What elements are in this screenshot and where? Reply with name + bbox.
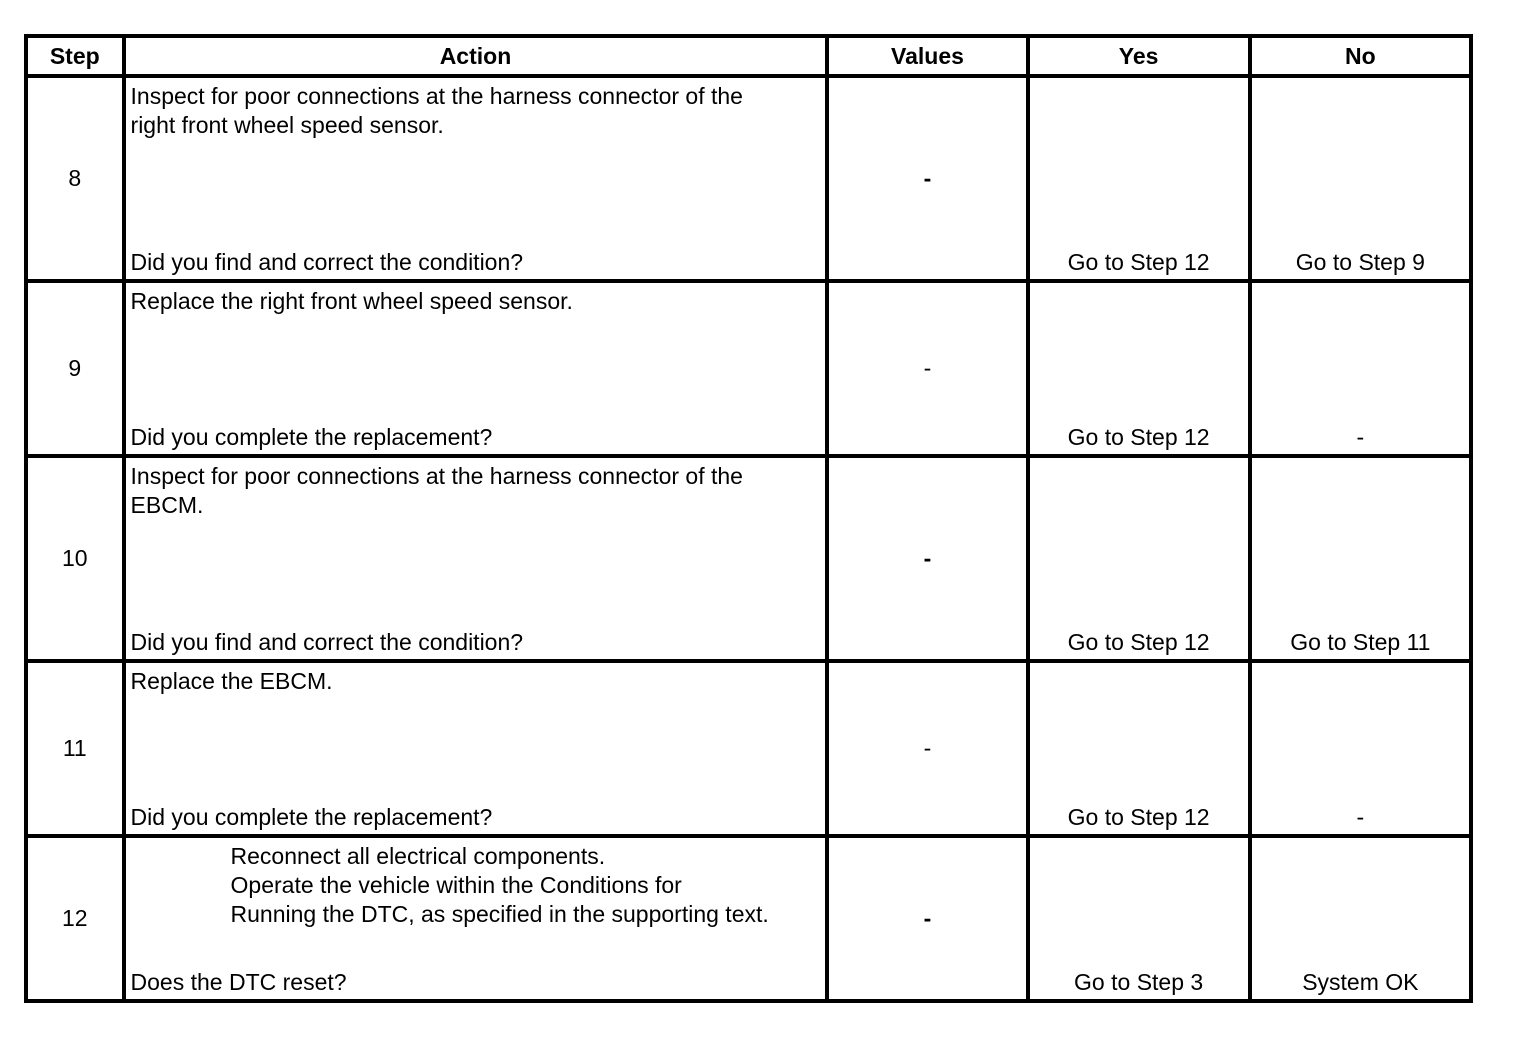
action-cell <box>124 281 828 456</box>
action-question: Did you complete the replacement? <box>130 804 493 830</box>
action-line: right front wheel speed sensor. <box>130 112 444 138</box>
step-number: 9 <box>26 281 124 456</box>
action-cell <box>124 76 828 281</box>
no-cell <box>1250 661 1471 836</box>
no-link: Go to Step 9 <box>1295 249 1425 275</box>
no-link: - <box>1356 804 1365 830</box>
action-line: Running the DTC, as specified in the supporting text. <box>230 901 769 927</box>
diagnostic-table <box>24 34 1473 1003</box>
action-instructions <box>231 842 820 929</box>
table-row-step-12 <box>26 836 1471 1001</box>
table-row-step-8 <box>26 76 1471 281</box>
action-instructions <box>131 82 820 140</box>
no-cell <box>1250 456 1471 661</box>
action-question: Did you find and correct the condition? <box>130 629 524 655</box>
yes-cell <box>1028 281 1250 456</box>
no-link: Go to Step 11 <box>1290 629 1431 655</box>
yes-link: Go to Step 12 <box>1067 629 1210 655</box>
values-cell: - <box>827 456 1027 661</box>
step-number: 12 <box>26 836 124 1001</box>
action-instructions <box>131 667 820 696</box>
yes-cell <box>1028 76 1250 281</box>
action-line: Reconnect all electrical components. <box>230 843 606 869</box>
yes-link: Go to Step 12 <box>1067 249 1210 275</box>
action-line: Replace the right front wheel speed sensor. <box>130 288 573 314</box>
action-cell <box>124 836 828 1001</box>
header-step: Step <box>26 36 124 76</box>
action-cell <box>124 661 828 836</box>
action-question: Did you complete the replacement? <box>130 424 493 450</box>
header-row <box>26 36 1471 76</box>
action-question: Did you find and correct the condition? <box>130 249 524 275</box>
action-line: Replace the EBCM. <box>130 668 333 694</box>
yes-cell <box>1028 456 1250 661</box>
action-instructions <box>131 462 820 520</box>
yes-link: Go to Step 12 <box>1067 424 1210 450</box>
yes-cell <box>1028 836 1250 1001</box>
table-row-step-10 <box>26 456 1471 661</box>
step-number: 8 <box>26 76 124 281</box>
no-link: System OK <box>1302 969 1419 995</box>
step-number: 11 <box>26 661 124 836</box>
no-cell <box>1250 76 1471 281</box>
step-number: 10 <box>26 456 124 661</box>
action-line: EBCM. <box>130 492 204 518</box>
values-cell: - <box>827 661 1027 836</box>
yes-cell <box>1028 661 1250 836</box>
no-link: - <box>1356 424 1365 450</box>
no-cell <box>1250 281 1471 456</box>
action-line: Inspect for poor connections at the harness connector of the <box>130 463 743 489</box>
header-no: No <box>1250 36 1471 76</box>
action-question: Does the DTC reset? <box>130 969 347 995</box>
table-row-step-9 <box>26 281 1471 456</box>
no-cell <box>1250 836 1471 1001</box>
header-values: Values <box>827 36 1027 76</box>
action-instructions <box>131 287 820 316</box>
yes-link: Go to Step 3 <box>1074 969 1204 995</box>
header-action: Action <box>124 36 828 76</box>
values-cell: - <box>827 281 1027 456</box>
header-yes: Yes <box>1028 36 1250 76</box>
table-row-step-11 <box>26 661 1471 836</box>
yes-link: Go to Step 12 <box>1067 804 1210 830</box>
action-line: Operate the vehicle within the Conditions for <box>230 872 682 898</box>
values-cell: - <box>827 836 1027 1001</box>
action-cell <box>124 456 828 661</box>
action-line: Inspect for poor connections at the harness connector of the <box>130 83 743 109</box>
values-cell: - <box>827 76 1027 281</box>
